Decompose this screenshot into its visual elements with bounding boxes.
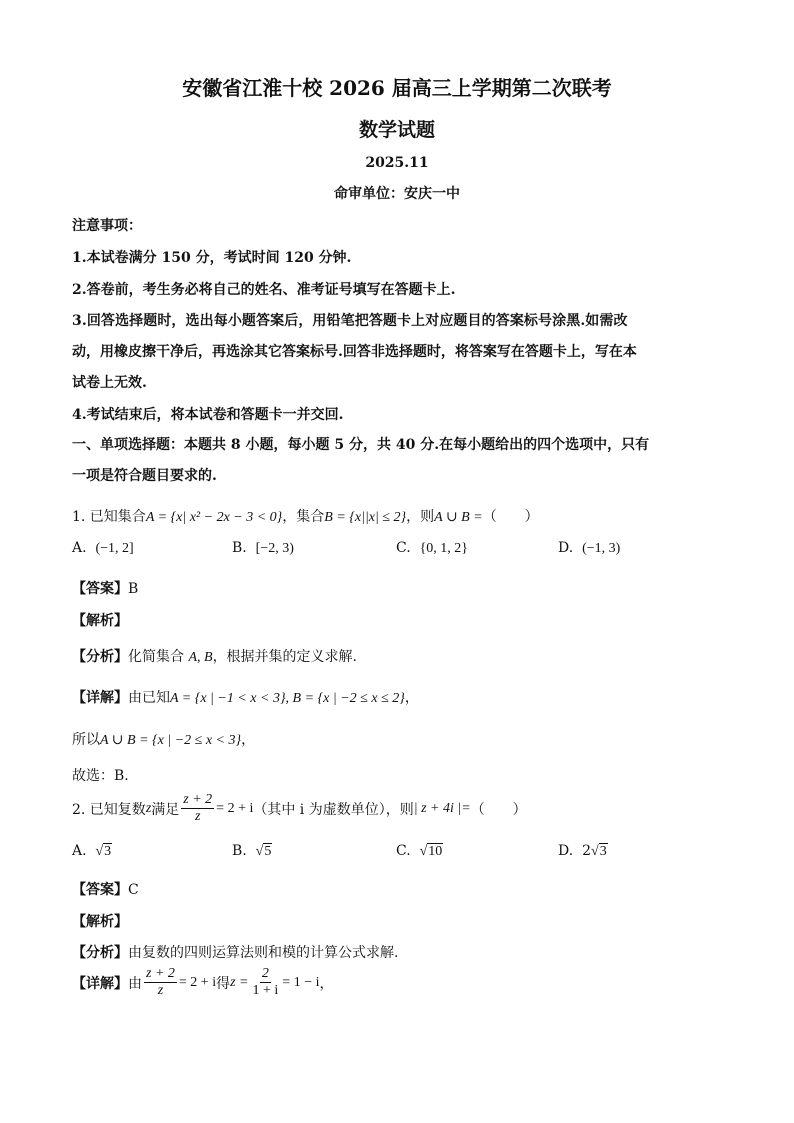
notice-item: 3.回答选择题时，选出每小题答案后，用铅笔把答题卡上对应题目的答案标号涂黑.如需改	[72, 313, 628, 329]
section-heading: 一、单项选择题：本题共 8 小题，每小题 5 分，共 40 分.在每小题给出的四个选项中，只有	[72, 437, 650, 453]
q2-text: 2. 已知复数	[72, 801, 146, 818]
set-a-definition: A = {x| x² − 2x − 3 < 0}	[145, 510, 283, 525]
q1-analysis-tag: 【解析】	[72, 613, 128, 629]
exam-subtitle: 数学试题	[358, 119, 435, 141]
q2-text: （其中 i 为虚数单位），则	[253, 801, 414, 818]
q1-text: ，则	[406, 509, 435, 525]
question-2-stem	[72, 792, 527, 825]
q1-option-a: A. (−1, 2]	[72, 540, 134, 556]
notice-item: 动，用橡皮擦干净后，再选涂其它答案标号.回答非选择题时，将答案写在答题卡上，写在本	[72, 344, 637, 360]
q1-option-d: D. (−1, 3)	[558, 540, 621, 556]
union-expression: A ∪ B =	[434, 510, 483, 525]
answer-paren: （ ）	[482, 509, 539, 525]
question-1-stem	[72, 506, 539, 526]
notice-item: 2.答卷前，考生务必将自己的姓名、准考证号填写在答题卡上.	[72, 282, 456, 298]
q2-fenxi: 【分析】由复数的四则运算法则和模的计算公式求解.	[72, 945, 399, 961]
exam-date: 2025.11	[365, 155, 429, 171]
q2-detail: 【详解】 由 $\frac{z + 2}{z}$ = 2 + i 得 z = $\frac{2}{1 + i}$ = 1 − i ，	[72, 966, 334, 998]
q2-text: 满足	[151, 801, 180, 818]
notice-item: 4.考试结束后，将本试卷和答题卡一并交回.	[72, 407, 344, 423]
q2-option-c: C. √10	[396, 843, 443, 859]
notice-heading: 注意事项：	[72, 218, 142, 234]
notice-item: 1.本试卷满分 150 分，考试时间 120 分钟.	[72, 250, 352, 266]
q1-option-b: B. [−2, 3)	[232, 540, 294, 556]
set-b-definition: B = {x||x| ≤ 2}	[324, 510, 407, 525]
q2-option-d: D. 2√3	[558, 843, 607, 859]
var-z: z	[145, 800, 152, 816]
q2-option-a: A. √3	[72, 843, 112, 859]
answer-paren: （ ）	[470, 801, 527, 818]
q1-text: 1. 已知集合	[72, 509, 146, 525]
q1-conclusion: 所以A ∪ B = {x | −2 ≤ x < 3}，	[72, 732, 256, 748]
notice-item: 试卷上无效.	[72, 375, 147, 391]
q2-option-b: B. √5	[232, 843, 272, 859]
equation-rhs: = 2 + i	[216, 800, 254, 816]
exam-unit: 命审单位：安庆一中	[334, 186, 460, 202]
modulus-expression: | z + 4i |=	[413, 800, 471, 816]
q1-detail: 【详解】由已知A = {x | −1 < x < 3}, B = {x | −2 ≤ x ≤ 2}，	[72, 690, 419, 706]
q1-choose: 故选：B.	[72, 768, 129, 784]
section-heading-cont: 一项是符合题目要求的.	[72, 468, 217, 484]
exam-title: 安徽省江淮十校 2026 届高三上学期第二次联考	[182, 76, 612, 100]
q1-option-c: C. {0, 1, 2}	[396, 540, 469, 556]
fraction: $\frac{z + 2}{z}$	[183, 792, 213, 824]
q1-answer: 【答案】B	[72, 581, 139, 597]
q2-analysis-tag: 【解析】	[72, 914, 128, 930]
q1-text: ，集合	[282, 509, 325, 525]
q1-fenxi: 【分析】化简集合 A, B，根据并集的定义求解.	[72, 649, 358, 665]
q2-answer: 【答案】C	[72, 882, 139, 898]
